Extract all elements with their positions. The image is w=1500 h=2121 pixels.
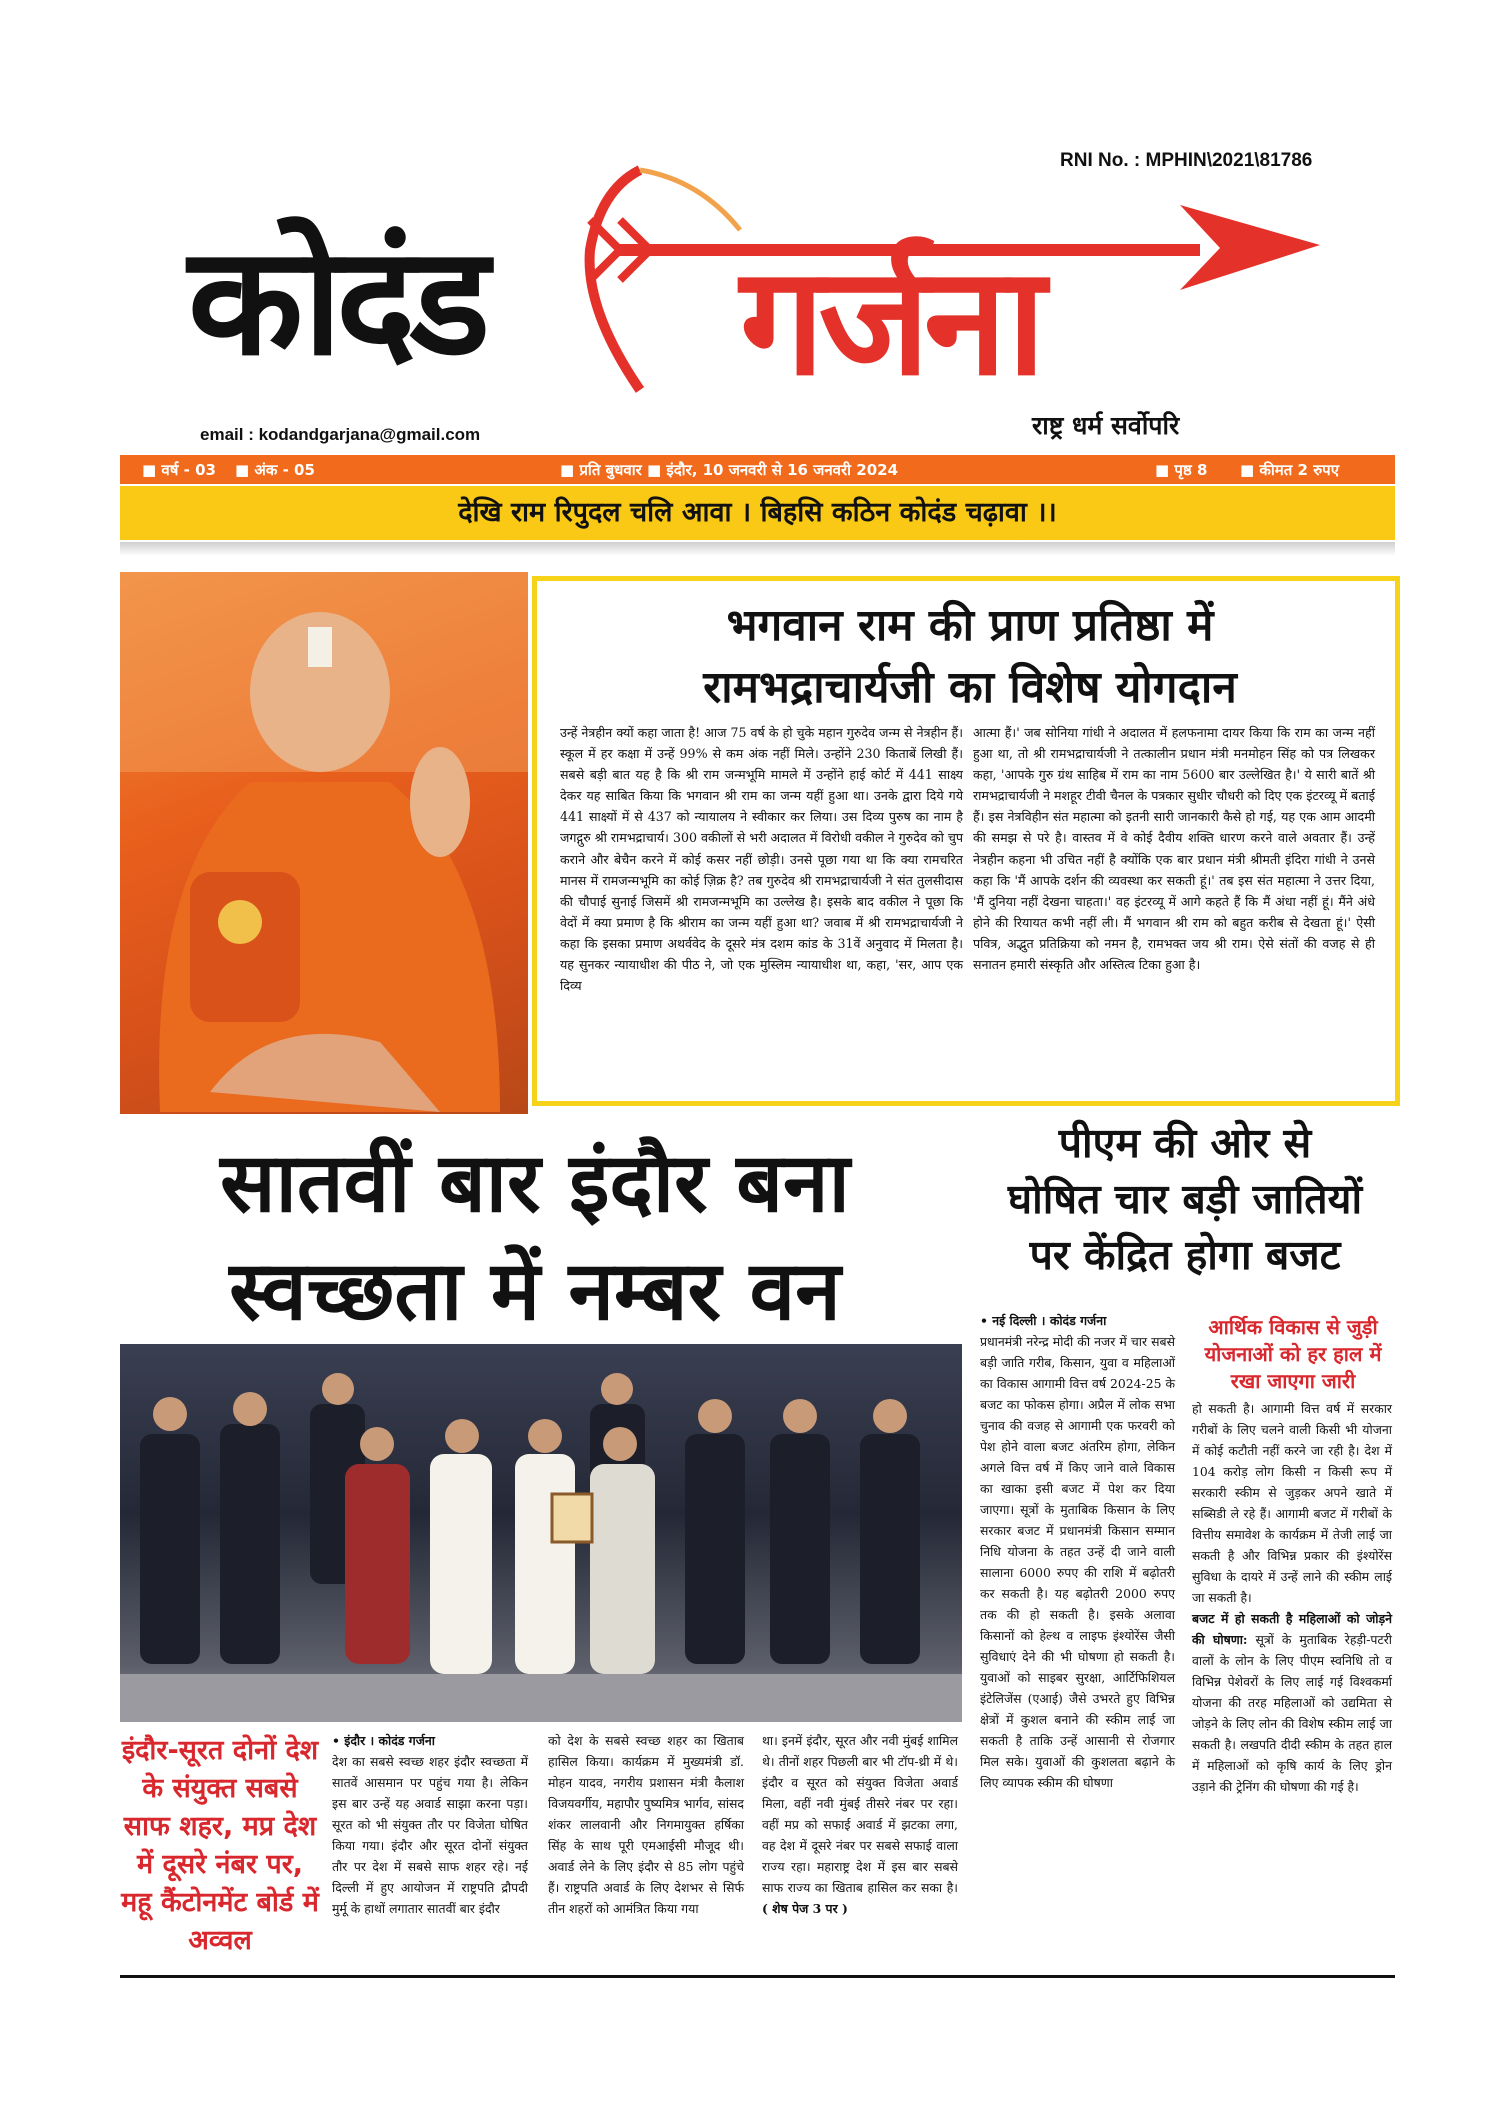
headline-line: स्वच्छता में नम्बर वन xyxy=(229,1244,841,1339)
dateline: • नई दिल्ली । कोदंड गर्जना xyxy=(980,1313,1107,1328)
bottom-rule xyxy=(120,1975,1395,1978)
article-text: सूत्रों के मुताबिक रेहड़ी-पटरी वालों के लोन के लिए पीएम स्वनिधि तो व विभिन्न पेशेवरों के लिए लाई गई विश्वकर्मा योजना की तरह महिलाओं को उद्यमिता से जोड़ने के लिए लोन की विशेष स्कीम लाई जा सकती है। लखपति दीदी स्कीम के तहत हाल में महिलाओं को कृषि कार्य के लिए ड्रोन उड़ाने की ट्रेनिंग की घोषणा की गई है। xyxy=(1192,1632,1392,1794)
headline-line: रामभद्राचार्यजी का विशेष योगदान xyxy=(703,662,1237,713)
pm-story-headline[interactable] xyxy=(975,1115,1395,1283)
publication-date: ■ प्रति बुधवार ■ इंदौर, 10 जनवरी से 16 जनवरी 2024 xyxy=(560,461,899,479)
headline-line: पीएम की ओर से xyxy=(1058,1119,1312,1167)
subheading: बजट में हो सकती है महिलाओं को जोड़ने की घोषणा: xyxy=(1192,1611,1392,1647)
article-text: देश का सबसे स्वच्छ शहर इंदौर स्वच्छता में सातवें आसमान पर पहुंच गया है। लेकिन इस बार उन्हें यह अवार्ड साझा करना पड़ा। सूरत को भी संयुक्त तौर पर विजेता घोषित किया गया। इंदौर और सूरत दोनों संयुक्त तौर पर देश में सबसे साफ शहर रहे। नई दिल्ली में हुए आयोजन में राष्ट्रपति द्रौपदी मुर्मू के हाथों लगातार सातवीं बार इंदौर xyxy=(332,1754,528,1916)
headline-line: सातवीं बार इंदौर बना xyxy=(220,1136,850,1231)
dateline: • इंदौर । कोदंड गर्जना xyxy=(332,1733,435,1748)
article-text: हो सकती है। आगामी वित्त वर्ष में सरकार गरीबों के लिए चलने वाली किसी भी योजना में कोई कटौती नहीं करने जा रही है। देश में 104 करोड़ लोग किसी न किसी रूप में सरकारी स्कीम से जुड़कर अपने खाते में सब्सिडी ले रहे हैं। आगामी बजट में गरीबों के वित्तीय समावेश के कार्यक्रम में तेजी लाई जा सकती है और विभिन्न प्रकार की इंश्योरेंस सुविधा के दायरे में उन्हें लाने की स्कीम लाई जा सकती है। xyxy=(1192,1401,1392,1605)
article-text: था। इनमें इंदौर, सूरत और नवी मुंबई शामिल थे। तीनों शहर पिछली बार भी टॉप-थ्री में थे। इंदौर व सूरत को संयुक्त विजेता अवार्ड मिला, वहीं नवी मुंबई तीसरे नंबर पर रहा। वहीं मप्र को सफाई अवार्ड में झटका लगा, वह देश में दूसरे नंबर पर सबसे सफाई वाला राज्य रहा। महाराष्ट्र देश में इस बार सबसे साफ राज्य का खिताब हासिल कर सका है। xyxy=(762,1733,958,1895)
logo-text-kodand: कोदंड xyxy=(188,215,484,389)
award-ceremony-photo xyxy=(120,1344,962,1722)
volume-label: ■ वर्ष - 03 xyxy=(142,461,216,479)
page-count: ■ पृष्ठ 8 xyxy=(1155,461,1208,479)
divider xyxy=(120,542,1395,556)
headline-line: पर केंद्रित होगा बजट xyxy=(1029,1231,1341,1279)
chaupai-quote: देखि राम रिपुदल चलि आवा । बिहसि कठिन कोदंड चढ़ावा ।। xyxy=(120,486,1395,540)
rni-number: RNI No. : MPHIN\2021\81786 xyxy=(1060,150,1313,171)
article-column xyxy=(332,1730,528,1919)
headline-line: घोषित चार बड़ी जातियों xyxy=(1007,1175,1363,1223)
side-headline[interactable]: इंदौर-सूरत दोनों देश के संयुक्त सबसे साफ शहर, मप्र देश में दूसरे नंबर पर, महू कैंटोनमेंट बोर्ड में अव्वल xyxy=(121,1735,319,1956)
article-column: उन्हें नेत्रहीन क्यों कहा जाता है! आज 75 वर्ष के हो चुके महान गुरुदेव जन्म से नेत्रहीन हैं। स्कूल में हर कक्षा में उन्हें 99% से कम अंक नहीं मिले। उन्होंने 230 किताबें लिखी हैं। सबसे बड़ी बात यह है कि श्री राम जन्मभूमि मामले में उन्होंने हाई कोर्ट में 441 साक्ष्य देकर यह साबित किया कि भगवान श्री राम का जन्म यहीं हुआ था। उनके द्वारा दिये गये 441 साक्ष्यों में से 437 को न्यायालय ने स्वीकार कर लिया। उस दिव्य पुरुष का नाम है जगद्गुरु श्री रामभद्राचार्य। 300 वकीलों से भरी अदालत में विरोधी वकील ने गुरुदेव को चुप कराने और बेचैन करने में कोई कसर नहीं छोड़ी। उनसे पूछा गया था कि क्या रामचरित मानस में रामजन्मभूमि का कोई ज़िक्र है? तब गुरुदेव श्री रामभद्राचार्यजी ने संत तुलसीदास की चौपाई सुनाई जिसमें श्री रामजन्मभूमि का उल्लेख है। इसके बाद वकील ने पूछा कि वेदों में क्या प्रमाण है कि श्रीराम का जन्म यहीं हुआ था? जवाब में श्री रामभद्राचार्यजी ने कहा कि इसका प्रमाण अथर्ववेद के दूसरे मंत्र दशम कांड के 31वें अनुवाद में मिलता है। यह सुनकर न्यायाधीश की पीठ ने, जो एक मुस्लिम न्यायाधीश था, कहा, 'सर, आप एक दिव्य xyxy=(560,725,963,994)
tagline: राष्ट्र धर्म सर्वोपरि xyxy=(1032,411,1180,440)
price: ■ कीमत 2 रुपए xyxy=(1240,461,1339,479)
headline-line: भगवान राम की प्राण प्रतिष्ठा में xyxy=(726,600,1214,651)
article-column xyxy=(980,1310,1175,1793)
logo-text-garjana: गर्जना xyxy=(740,235,1040,409)
main-headline[interactable] xyxy=(120,1130,950,1346)
award-group-illustration xyxy=(120,1344,962,1722)
continued-link[interactable]: ( शेष पेज 3 पर ) xyxy=(762,1901,848,1916)
story-headline[interactable] xyxy=(560,595,1380,719)
issue-info-bar xyxy=(120,455,1395,484)
article-column: को देश के सबसे स्वच्छ शहर का खिताब हासिल किया। कार्यक्रम में मुख्यमंत्री डॉ. मोहन यादव, नगरीय प्रशासन मंत्री कैलाश विजयवर्गीय, महापौर पुष्यमित्र भार्गव, सांसद शंकर लालवानी और निगमायुक्त हर्षिका सिंह के साथ पूरी एमआईसी मौजूद थी। अवार्ड लेने के लिए इंदौर से 85 लोग पहुंचे हैं। राष्ट्रपति अवार्ड के लिए देशभर से सिर्फ तीन शहरों को आमंत्रित किया गया xyxy=(548,1733,744,1916)
article-column: आत्मा हैं।' जब सोनिया गांधी ने अदालत में हलफनामा दायर किया कि राम का जन्म नहीं हुआ था, तो श्री रामभद्राचार्यजी ने तत्कालीन प्रधान मंत्री मनमोहन सिंह को पत्र लिखकर कहा, 'आपके गुरु ग्रंथ साहिब में राम का नाम 5600 बार उल्लेखित है।' ये सारी बातें श्री रामभद्राचार्यजी ने मशहूर टीवी चैनल के पत्रकार सुधीर चौधरी को दिए एक इंटरव्यू में बताई हैं। इस नेत्रविहीन संत महात्मा को इतनी सारी जानकारी कैसे हो गई, यह एक आम आदमी की समझ से परे है। वास्तव में वे कोई दैवीय शक्ति धारण करने वाले अवतार हैं। उन्हें नेत्रहीन कहना भी उचित नहीं है क्योंकि एक बार प्रधान मंत्री श्रीमती इंदिरा गांधी ने उनसे कहा कि 'मैं आपके दर्शन की व्यवस्था कर सकती हूं।' तब इस संत महात्मा ने उत्तर दिया, 'मैं दुनिया नहीं देखना चाहता।' वह इंटरव्यू में आगे कहते हैं कि मैं अंधा नहीं हूं। मैंने अंधे होने की रियायत कभी नहीं ली। मैं भगवान श्री राम को बहुत करीब से देखता हूं।' ऐसी पवित्र, अद्भुत प्रतिक्रिया को नमन है, रामभक्त जय श्री राम। ऐसे संतों की वजह से ही सनातन हमारी संस्कृति और अस्तित्व टिका हुआ है। xyxy=(973,725,1375,973)
saint-figure-illustration xyxy=(120,572,528,1114)
sub-headline: आर्थिक विकास से जुड़ी योजनाओं को हर हाल में रखा जाएगा जारी xyxy=(1204,1315,1382,1393)
issue-number: ■ अंक - 05 xyxy=(235,461,315,479)
article-column xyxy=(1192,1398,1392,1797)
email-address[interactable]: email : kodandgarjana@gmail.com xyxy=(200,425,481,444)
article-text: प्रधानमंत्री नरेन्द्र मोदी की नजर में चार सबसे बड़ी जाति गरीब, किसान, युवा व महिलाओं का विकास आगामी वित्त वर्ष 2024-25 के बजट का फोकस होगा। अप्रैल में लोक सभा चुनाव की वजह से आगामी एक फरवरी को पेश होने वाला बजट अंतरिम होगा, लेकिन अगले वित्त वर्ष में किए जाने वाले विकास का खाका इसी बजट में पेश कर दिया जाएगा। सूत्रों के मुताबिक किसान के लिए सरकार बजट में प्रधानमंत्री किसान सम्मान निधि योजना के तहत उन्हें दी जाने वाली सालाना 6000 रुपए की राशि में बढ़ोतरी कर सकती है। यह बढ़ोतरी 2000 रुपए तक की हो सकती है। इसके अलावा किसानों को हेल्थ व लाइफ इंश्योरेंस जैसी सुविधाएं देने की भी घोषणा हो सकती है। युवाओं को साइबर सुरक्षा, आर्टिफिशियल इंटेलिजेंस (एआई) जैसे उभरते हुए विभिन्न क्षेत्रों में कुशल बनाने की स्कीम लाई जा सकती है ताकि उन्हें आसानी से रोजगार मिल सके। युवाओं की कुशलता बढ़ाने के लिए व्यापक स्कीम की घोषणा xyxy=(980,1334,1175,1790)
article-column xyxy=(762,1730,958,1919)
saint-photo xyxy=(120,572,528,1114)
